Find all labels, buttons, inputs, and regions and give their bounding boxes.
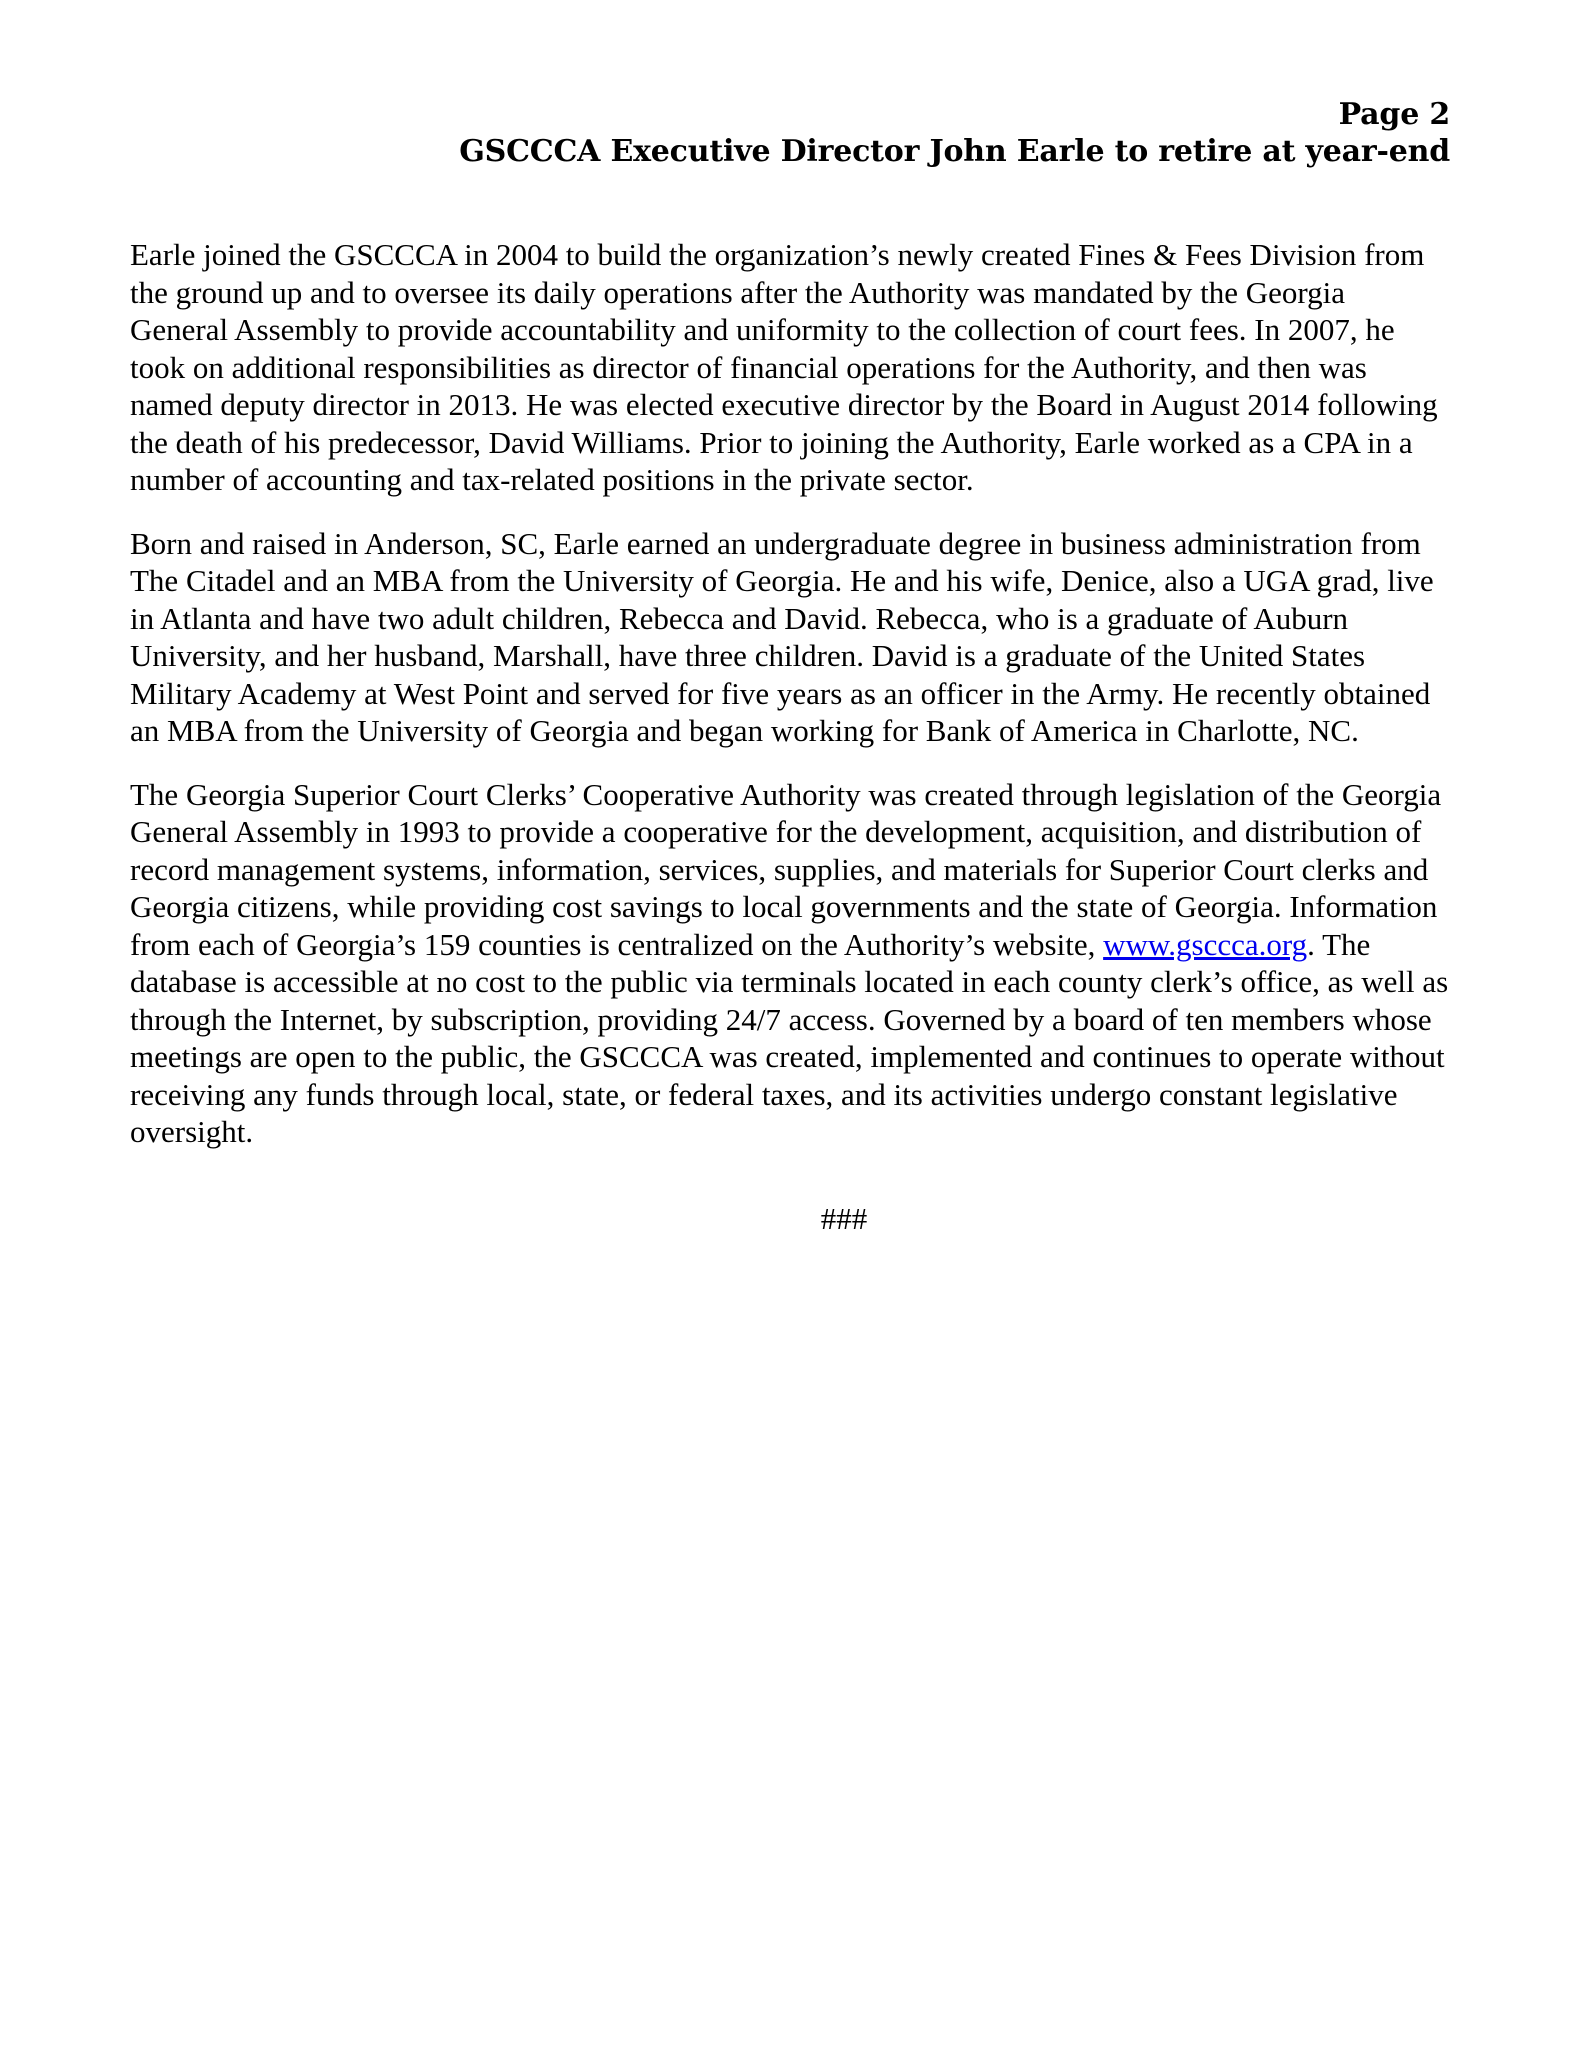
text-line [130,637,1500,675]
text-line [130,963,1500,1001]
text-line [130,926,1500,964]
text-line [130,813,1500,851]
text-segment: number of accounting and tax-related positions in the private sector. [130,462,974,497]
text-line [130,712,1500,750]
text-segment: Born and raised in Anderson, SC, Earle earned an undergraduate degree in business administration from [130,525,1421,561]
text-line [130,236,1500,274]
text-line [130,776,1500,814]
text-segment: took on additional responsibilities as director of financial operations for the Authority, and then was [130,349,1367,385]
gsccca-website-link[interactable]: www.gsccca.org [1103,926,1308,962]
text-line [130,600,1500,638]
text-line [130,1001,1500,1039]
paragraph [130,776,1500,1151]
text-segment: database is accessible at no cost to the public via terminals located in each county clerk’s office, as well as [130,964,1449,999]
text-segment: the death of his predecessor, David Williams. Prior to joining the Authority, Earle worked as a CPA in a [130,424,1413,460]
text-line [130,525,1500,563]
text-segment: . The [1307,926,1371,962]
text-segment: General Assembly to provide accountability and uniformity to the collection of court fees. In 2007, he [130,312,1395,347]
text-segment: meetings are open to the public, the GSCCCA was created, implemented and continues to operate without [130,1039,1445,1074]
text-segment: General Assembly in 1993 to provide a cooperative for the development, acquisition, and distribution of [130,814,1422,849]
page-number: Page 2 [1338,97,1450,132]
text-line [130,461,1500,499]
text-segment: through the Internet, by subscription, providing 24/7 access. Governed by a board of ten members whose [130,1001,1432,1037]
text-line [130,424,1500,462]
paragraph [130,525,1500,750]
paragraph [130,236,1500,499]
text-line [130,386,1500,424]
text-line [130,349,1500,387]
text-line [130,1038,1500,1076]
text-line [130,1076,1500,1114]
text-segment: the ground up and to oversee its daily operations after the Authority was mandated by the Georgia [130,274,1345,310]
text-line [130,675,1500,713]
text-line [130,1113,1500,1151]
text-segment: an MBA from the University of Georgia and began working for Bank of America in Charlotte, NC. [130,713,1359,748]
text-line [130,851,1500,889]
document-header [130,96,1450,170]
document-title: GSCCCA Executive Director John Earle to retire at year-end [459,134,1450,169]
text-segment: receiving any funds through local, state, or federal taxes, and its activities undergo constant legislative [130,1076,1398,1112]
document-body [130,236,1500,1237]
text-segment: oversight. [130,1114,254,1149]
text-segment: named deputy director in 2013. He was elected executive director by the Board in August 2014 following [130,387,1438,422]
text-segment: Earle joined the GSCCCA in 2004 to build the organization’s newly created Fines & Fees Division from [130,237,1425,272]
text-line [130,274,1500,312]
end-of-release-mark: ### [820,1200,868,1236]
text-line [130,562,1500,600]
text-segment: in Atlanta and have two adult children, Rebecca and David. Rebecca, who is a graduate of Auburn [130,600,1349,636]
text-line [130,888,1500,926]
text-line [130,311,1500,349]
text-segment: Georgia citizens, while providing cost savings to local governments and the state of Georgia. Information [130,889,1438,924]
text-segment: from each of Georgia’s 159 counties is centralized on the Authority’s website, [130,926,1104,962]
text-segment: University, and her husband, Marshall, have three children. David is a graduate of the United States [130,638,1366,673]
text-segment: record management systems, information, services, supplies, and materials for Superior Court clerks and [130,851,1429,887]
text-segment: Military Academy at West Point and served for five years as an officer in the Army. He recently obtained [130,675,1431,711]
text-segment: The Citadel and an MBA from the University of Georgia. He and his wife, Denice, also a UGA grad, live [130,563,1434,598]
text-segment: The Georgia Superior Court Clerks’ Cooperative Authority was created through legislation of the Georgia [130,776,1442,812]
